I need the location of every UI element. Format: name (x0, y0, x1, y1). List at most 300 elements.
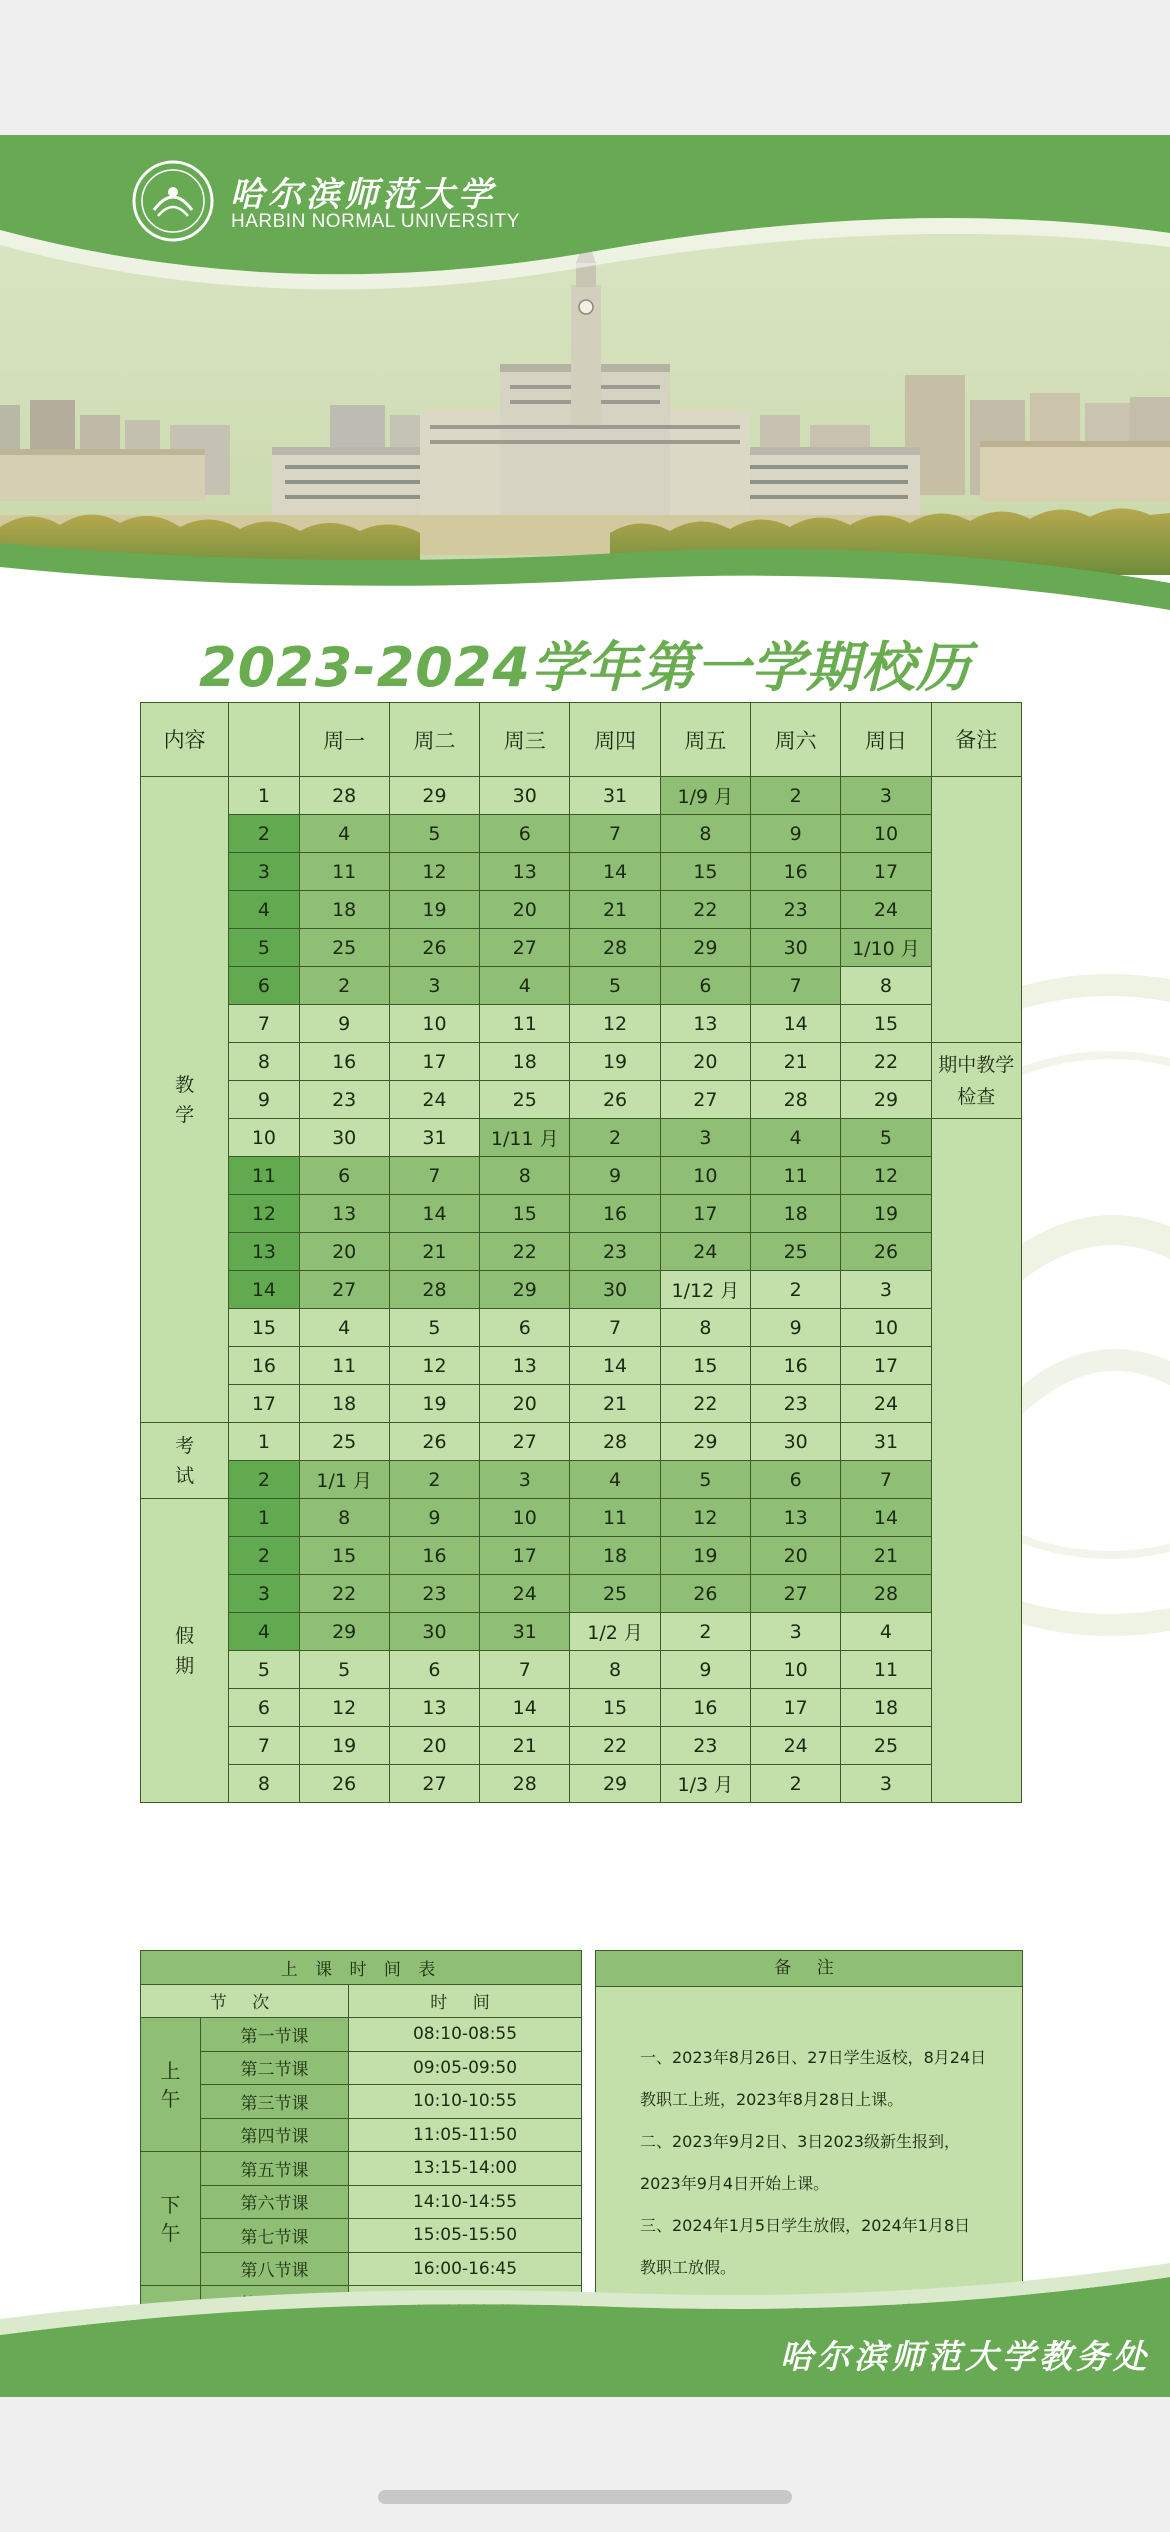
schedule-row (141, 2219, 582, 2253)
calendar-day-cell: 31 (570, 777, 660, 815)
calendar-day-cell: 2 (570, 1119, 660, 1157)
calendar-week-row (141, 1613, 1022, 1651)
calendar-day-cell: 26 (389, 1423, 479, 1461)
calendar-day-cell: 15 (480, 1195, 570, 1233)
calendar-day-cell: 25 (751, 1233, 841, 1271)
calendar-day-cell: 3 (751, 1613, 841, 1651)
calendar-day-cell: 9 (570, 1157, 660, 1195)
calendar-day-cell: 12 (660, 1499, 750, 1537)
calendar-day-cell: 26 (841, 1233, 931, 1271)
calendar-day-cell: 21 (751, 1043, 841, 1081)
calendar-week-row (141, 1689, 1022, 1727)
week-number: 1 (229, 777, 299, 815)
calendar-day-cell: 11 (841, 1651, 931, 1689)
calendar-day-cell: 5 (570, 967, 660, 1005)
header-wed: 周三 (480, 703, 570, 777)
calendar-day-cell: 6 (299, 1157, 389, 1195)
schedule-period-group: 下午 (141, 2152, 201, 2286)
calendar-day-cell: 13 (480, 1347, 570, 1385)
calendar-day-cell: 28 (841, 1575, 931, 1613)
session-name: 第五节课 (201, 2152, 349, 2186)
calendar-day-cell: 19 (299, 1727, 389, 1765)
calendar-day-cell: 9 (660, 1651, 750, 1689)
calendar-week-row (141, 1005, 1022, 1043)
calendar-day-cell: 28 (299, 777, 389, 815)
header-mon: 周一 (299, 703, 389, 777)
calendar-day-cell: 17 (751, 1689, 841, 1727)
calendar-day-cell: 19 (660, 1537, 750, 1575)
status-bar-area (0, 0, 1170, 135)
calendar-day-cell: 15 (660, 853, 750, 891)
calendar-week-row (141, 815, 1022, 853)
calendar-day-cell: 22 (299, 1575, 389, 1613)
calendar-day-cell: 29 (299, 1613, 389, 1651)
calendar-day-cell: 29 (660, 929, 750, 967)
calendar-week-row (141, 929, 1022, 967)
schedule-row (141, 2051, 582, 2085)
calendar-day-cell: 1/10 月 (841, 929, 931, 967)
calendar-day-cell: 11 (299, 1347, 389, 1385)
calendar-day-cell: 16 (660, 1689, 750, 1727)
calendar-week-row (141, 967, 1022, 1005)
session-name: 第四节课 (201, 2118, 349, 2152)
calendar-day-cell: 31 (389, 1119, 479, 1157)
calendar-day-cell: 23 (751, 1385, 841, 1423)
calendar-day-cell: 1/11 月 (480, 1119, 570, 1157)
calendar-day-cell: 1/3 月 (660, 1765, 750, 1803)
schedule-col-time: 时 间 (349, 1984, 582, 2018)
week-number: 8 (229, 1765, 299, 1803)
week-number: 17 (229, 1385, 299, 1423)
week-number: 16 (229, 1347, 299, 1385)
session-name: 第七节课 (201, 2219, 349, 2253)
calendar-day-cell: 9 (751, 815, 841, 853)
week-number: 9 (229, 1081, 299, 1119)
session-time: 10:10-10:55 (349, 2085, 582, 2119)
school-calendar-table (140, 702, 1022, 1803)
session-name: 第三节课 (201, 2085, 349, 2119)
calendar-day-cell: 18 (570, 1537, 660, 1575)
calendar-day-cell: 5 (389, 1309, 479, 1347)
calendar-day-cell: 8 (841, 967, 931, 1005)
calendar-day-cell: 2 (751, 1765, 841, 1803)
calendar-day-cell: 1/2 月 (570, 1613, 660, 1651)
header-fri: 周五 (660, 703, 750, 777)
schedule-row (141, 2085, 582, 2119)
header-tue: 周二 (389, 703, 479, 777)
calendar-day-cell: 17 (660, 1195, 750, 1233)
calendar-day-cell: 30 (570, 1271, 660, 1309)
calendar-day-cell: 10 (480, 1499, 570, 1537)
header-week (229, 703, 299, 777)
note-line: 二、2023年9月2日、3日2023级新生报到， (640, 2132, 960, 2151)
calendar-day-cell: 5 (389, 815, 479, 853)
calendar-day-cell: 28 (570, 1423, 660, 1461)
calendar-day-cell: 6 (389, 1651, 479, 1689)
calendar-day-cell: 10 (389, 1005, 479, 1043)
calendar-day-cell: 2 (751, 1271, 841, 1309)
calendar-day-cell: 21 (389, 1233, 479, 1271)
week-number: 11 (229, 1157, 299, 1195)
calendar-day-cell: 28 (389, 1271, 479, 1309)
calendar-day-cell: 30 (751, 929, 841, 967)
calendar-day-cell: 12 (389, 1347, 479, 1385)
calendar-day-cell: 11 (751, 1157, 841, 1195)
calendar-day-cell: 14 (480, 1689, 570, 1727)
calendar-day-cell: 2 (751, 777, 841, 815)
week-number: 3 (229, 853, 299, 891)
calendar-day-cell: 23 (299, 1081, 389, 1119)
calendar-day-cell: 15 (570, 1689, 660, 1727)
calendar-week-row (141, 1233, 1022, 1271)
calendar-week-row (141, 1119, 1022, 1157)
calendar-week-row (141, 1385, 1022, 1423)
calendar-day-cell: 24 (389, 1081, 479, 1119)
calendar-day-cell: 20 (751, 1537, 841, 1575)
calendar-day-cell: 17 (841, 1347, 931, 1385)
calendar-day-cell: 5 (841, 1119, 931, 1157)
calendar-day-cell: 10 (751, 1651, 841, 1689)
week-number: 4 (229, 1613, 299, 1651)
calendar-day-cell: 18 (480, 1043, 570, 1081)
calendar-day-cell: 1/1 月 (299, 1461, 389, 1499)
calendar-day-cell: 24 (660, 1233, 750, 1271)
week-number: 2 (229, 1461, 299, 1499)
calendar-day-cell: 10 (660, 1157, 750, 1195)
session-name: 第二节课 (201, 2051, 349, 2085)
category-exam: 考试 (141, 1423, 229, 1499)
calendar-day-cell: 17 (389, 1043, 479, 1081)
calendar-day-cell: 8 (480, 1157, 570, 1195)
header-thu: 周四 (570, 703, 660, 777)
calendar-week-row (141, 1765, 1022, 1803)
calendar-day-cell: 21 (841, 1537, 931, 1575)
calendar-day-cell: 22 (660, 891, 750, 929)
calendar-day-cell: 20 (480, 1385, 570, 1423)
calendar-day-cell: 1/9 月 (660, 777, 750, 815)
session-time: 13:15-14:00 (349, 2152, 582, 2186)
calendar-day-cell: 23 (570, 1233, 660, 1271)
calendar-day-cell: 1/12 月 (660, 1271, 750, 1309)
calendar-day-cell: 22 (480, 1233, 570, 1271)
calendar-day-cell: 25 (299, 1423, 389, 1461)
calendar-day-cell: 4 (480, 967, 570, 1005)
week-number: 12 (229, 1195, 299, 1233)
calendar-day-cell: 12 (299, 1689, 389, 1727)
calendar-day-cell: 21 (570, 891, 660, 929)
calendar-day-cell: 27 (660, 1081, 750, 1119)
calendar-week-row (141, 1271, 1022, 1309)
calendar-day-cell: 22 (841, 1043, 931, 1081)
calendar-day-cell: 17 (480, 1537, 570, 1575)
session-time: 15:05-15:50 (349, 2219, 582, 2253)
calendar-day-cell: 30 (299, 1119, 389, 1157)
university-name-en: HARBIN NORMAL UNIVERSITY (231, 211, 520, 232)
week-number: 7 (229, 1727, 299, 1765)
session-time: 09:05-09:50 (349, 2051, 582, 2085)
week-number: 5 (229, 929, 299, 967)
calendar-week-row (141, 1461, 1022, 1499)
calendar-day-cell: 20 (480, 891, 570, 929)
calendar-day-cell: 7 (389, 1157, 479, 1195)
calendar-title: 2023-2024学年第一学期校历 (199, 636, 971, 699)
calendar-day-cell: 12 (570, 1005, 660, 1043)
session-time: 14:10-14:55 (349, 2185, 582, 2219)
calendar-week-row (141, 1347, 1022, 1385)
calendar-day-cell: 29 (660, 1423, 750, 1461)
calendar-day-cell: 31 (841, 1423, 931, 1461)
calendar-day-cell: 16 (299, 1043, 389, 1081)
calendar-day-cell: 13 (299, 1195, 389, 1233)
schedule-period-group: 上午 (141, 2018, 201, 2152)
session-name: 第八节课 (201, 2252, 349, 2286)
calendar-day-cell: 25 (570, 1575, 660, 1613)
calendar-day-cell: 6 (480, 1309, 570, 1347)
week-number: 6 (229, 967, 299, 1005)
calendar-day-cell: 4 (299, 815, 389, 853)
header-sat: 周六 (751, 703, 841, 777)
calendar-day-cell: 7 (841, 1461, 931, 1499)
category-vacation: 假期 (141, 1499, 229, 1803)
schedule-row (141, 2152, 582, 2186)
calendar-day-cell: 27 (480, 929, 570, 967)
calendar-day-cell: 30 (751, 1423, 841, 1461)
calendar-day-cell: 20 (660, 1043, 750, 1081)
week-number: 6 (229, 1689, 299, 1727)
calendar-day-cell: 22 (660, 1385, 750, 1423)
calendar-day-cell: 22 (570, 1727, 660, 1765)
calendar-day-cell: 24 (841, 1385, 931, 1423)
calendar-day-cell: 7 (570, 815, 660, 853)
calendar-day-cell: 28 (570, 929, 660, 967)
header-note: 备注 (931, 703, 1021, 777)
calendar-day-cell: 16 (570, 1195, 660, 1233)
calendar-day-cell: 13 (480, 853, 570, 891)
calendar-day-cell: 8 (660, 1309, 750, 1347)
calendar-day-cell: 30 (389, 1613, 479, 1651)
calendar-day-cell: 23 (660, 1727, 750, 1765)
calendar-day-cell: 16 (389, 1537, 479, 1575)
calendar-day-cell: 17 (841, 853, 931, 891)
footer-office-name: 哈尔滨师范大学教务处 (780, 2337, 1150, 2376)
header-sun: 周日 (841, 703, 931, 777)
calendar-day-cell: 2 (389, 1461, 479, 1499)
calendar-day-cell: 14 (841, 1499, 931, 1537)
calendar-week-row (141, 1727, 1022, 1765)
calendar-day-cell: 29 (389, 777, 479, 815)
calendar-week-row (141, 1575, 1022, 1613)
calendar-day-cell: 12 (841, 1157, 931, 1195)
note-line: 2023年9月4日开始上课。 (640, 2174, 830, 2193)
university-name-cn: 哈尔滨师范大学 (230, 175, 496, 215)
calendar-day-cell: 18 (299, 1385, 389, 1423)
session-time: 08:10-08:55 (349, 2018, 582, 2052)
calendar-day-cell: 3 (660, 1119, 750, 1157)
category-teaching: 教学 (141, 777, 229, 1423)
calendar-day-cell: 4 (299, 1309, 389, 1347)
calendar-day-cell: 19 (389, 1385, 479, 1423)
calendar-day-cell: 26 (660, 1575, 750, 1613)
note-line: 三、2024年1月5日学生放假，2024年1月8日 (640, 2216, 971, 2235)
calendar-week-row (141, 1651, 1022, 1689)
calendar-day-cell: 23 (751, 891, 841, 929)
calendar-day-cell: 26 (570, 1081, 660, 1119)
week-number: 10 (229, 1119, 299, 1157)
week-number: 5 (229, 1651, 299, 1689)
session-time: 16:00-16:45 (349, 2252, 582, 2286)
calendar-day-cell: 13 (389, 1689, 479, 1727)
bottom-bar-area (0, 2397, 1170, 2532)
calendar-day-cell: 28 (751, 1081, 841, 1119)
calendar-day-cell: 14 (389, 1195, 479, 1233)
calendar-day-cell: 27 (389, 1765, 479, 1803)
midterm-note-text: 期中教学检查 (938, 1053, 1015, 1108)
calendar-day-cell: 14 (570, 853, 660, 891)
calendar-day-cell: 7 (480, 1651, 570, 1689)
calendar-day-cell: 23 (389, 1575, 479, 1613)
calendar-day-cell: 29 (570, 1765, 660, 1803)
calendar-day-cell: 24 (841, 891, 931, 929)
week-number: 1 (229, 1499, 299, 1537)
week-number: 14 (229, 1271, 299, 1309)
calendar-week-row (141, 1499, 1022, 1537)
calendar-day-cell: 4 (751, 1119, 841, 1157)
calendar-week-row (141, 1423, 1022, 1461)
calendar-day-cell: 25 (480, 1081, 570, 1119)
calendar-day-cell: 8 (570, 1651, 660, 1689)
calendar-day-cell: 3 (841, 1765, 931, 1803)
calendar-day-cell: 16 (751, 853, 841, 891)
week-number: 3 (229, 1575, 299, 1613)
calendar-day-cell: 26 (299, 1765, 389, 1803)
calendar-week-row (141, 1309, 1022, 1347)
session-name: 第六节课 (201, 2185, 349, 2219)
calendar-day-cell: 5 (299, 1651, 389, 1689)
notes-title: 备 注 (596, 1951, 1022, 1987)
school-calendar-poster (0, 135, 1170, 2397)
calendar-day-cell: 25 (299, 929, 389, 967)
calendar-day-cell: 2 (299, 967, 389, 1005)
calendar-day-cell: 10 (841, 1309, 931, 1347)
schedule-row (141, 2185, 582, 2219)
calendar-week-row (141, 1043, 1022, 1081)
calendar-day-cell: 20 (299, 1233, 389, 1271)
calendar-day-cell: 11 (570, 1499, 660, 1537)
calendar-day-cell: 28 (480, 1765, 570, 1803)
calendar-day-cell: 20 (389, 1727, 479, 1765)
calendar-day-cell: 11 (299, 853, 389, 891)
calendar-day-cell: 18 (299, 891, 389, 929)
calendar-day-cell: 12 (389, 853, 479, 891)
calendar-day-cell: 27 (299, 1271, 389, 1309)
schedule-row (141, 2118, 582, 2152)
calendar-week-row (141, 891, 1022, 929)
schedule-col-period: 节 次 (141, 1984, 349, 2018)
week-number: 1 (229, 1423, 299, 1461)
calendar-week-row (141, 1081, 1022, 1119)
calendar-day-cell: 6 (480, 815, 570, 853)
calendar-day-cell: 24 (751, 1727, 841, 1765)
calendar-day-cell: 27 (480, 1423, 570, 1461)
calendar-day-cell: 14 (751, 1005, 841, 1043)
calendar-day-cell: 4 (841, 1613, 931, 1651)
calendar-day-cell: 3 (841, 777, 931, 815)
header-category: 内容 (141, 703, 229, 777)
calendar-day-cell: 7 (570, 1309, 660, 1347)
calendar-day-cell: 10 (841, 815, 931, 853)
calendar-day-cell: 26 (389, 929, 479, 967)
calendar-day-cell: 19 (389, 891, 479, 929)
calendar-day-cell: 4 (570, 1461, 660, 1499)
calendar-day-cell: 30 (480, 777, 570, 815)
calendar-day-cell: 14 (570, 1347, 660, 1385)
calendar-day-cell: 29 (480, 1271, 570, 1309)
calendar-day-cell: 8 (660, 815, 750, 853)
calendar-day-cell: 31 (480, 1613, 570, 1651)
week-number: 4 (229, 891, 299, 929)
calendar-day-cell: 18 (751, 1195, 841, 1233)
week-number: 13 (229, 1233, 299, 1271)
calendar-day-cell: 2 (660, 1613, 750, 1651)
calendar-day-cell: 6 (660, 967, 750, 1005)
calendar-day-cell: 15 (660, 1347, 750, 1385)
calendar-week-row (141, 1537, 1022, 1575)
midterm-note (931, 1043, 1021, 1119)
calendar-day-cell: 27 (751, 1575, 841, 1613)
session-time: 11:05-11:50 (349, 2118, 582, 2152)
calendar-day-cell: 3 (389, 967, 479, 1005)
note-cell (931, 1119, 1021, 1803)
university-seal-icon (132, 160, 214, 242)
note-cell (931, 777, 1021, 1043)
week-number: 15 (229, 1309, 299, 1347)
note-line: 教职工放假。 (640, 2258, 737, 2277)
calendar-day-cell: 7 (751, 967, 841, 1005)
calendar-day-cell: 19 (570, 1043, 660, 1081)
calendar-day-cell: 15 (841, 1005, 931, 1043)
home-indicator[interactable] (378, 2490, 792, 2504)
calendar-day-cell: 18 (841, 1689, 931, 1727)
calendar-day-cell: 16 (751, 1347, 841, 1385)
note-line: 一、2023年8月26日、27日学生返校，8月24日 (640, 2048, 987, 2067)
calendar-day-cell: 13 (751, 1499, 841, 1537)
calendar-day-cell: 9 (299, 1005, 389, 1043)
calendar-day-cell: 3 (480, 1461, 570, 1499)
calendar-day-cell: 21 (570, 1385, 660, 1423)
week-number: 2 (229, 815, 299, 853)
note-line: 教职工上班，2023年8月28日上课。 (640, 2090, 904, 2109)
calendar-week-row (141, 777, 1022, 815)
calendar-day-cell: 5 (660, 1461, 750, 1499)
week-number: 8 (229, 1043, 299, 1081)
calendar-day-cell: 8 (299, 1499, 389, 1537)
calendar-day-cell: 29 (841, 1081, 931, 1119)
week-number: 7 (229, 1005, 299, 1043)
calendar-day-cell: 24 (480, 1575, 570, 1613)
calendar-day-cell: 11 (480, 1005, 570, 1043)
calendar-day-cell: 6 (751, 1461, 841, 1499)
session-name: 第一节课 (201, 2018, 349, 2052)
schedule-title: 上 课 时 间 表 (141, 1951, 582, 1985)
calendar-day-cell: 21 (480, 1727, 570, 1765)
calendar-day-cell: 13 (660, 1005, 750, 1043)
calendar-week-row (141, 1195, 1022, 1233)
schedule-row (141, 2018, 582, 2052)
week-number: 2 (229, 1537, 299, 1575)
calendar-day-cell: 25 (841, 1727, 931, 1765)
calendar-day-cell: 15 (299, 1537, 389, 1575)
calendar-week-row (141, 853, 1022, 891)
